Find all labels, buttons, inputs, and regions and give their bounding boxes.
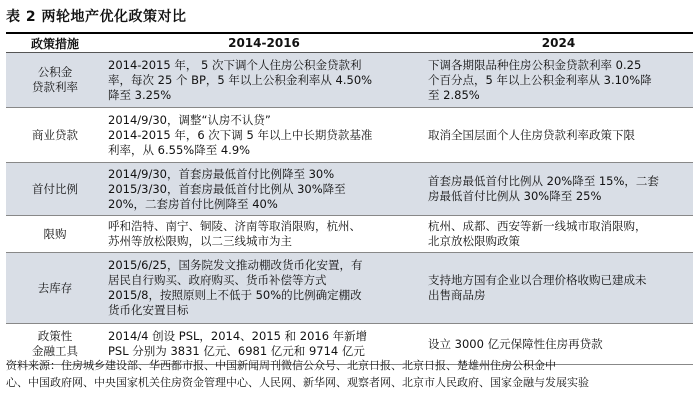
- source-line: 心、中国政府网、中央国家机关住房资金管理中心、人民网、新华网、观察者网、北京市人民政府、国家金融与发展实验: [6, 376, 589, 389]
- cell-text-line: 2014/9/30，首套房最低首付比例降至 30%: [108, 166, 335, 181]
- cell-text-line: 货币化安置目标: [108, 303, 189, 317]
- cell-text-line: 支持地方国有企业以合理价格收购已建成未: [428, 273, 647, 287]
- table-header-row: [6, 34, 693, 53]
- cell-text-line: 北京放松限购政策: [428, 234, 520, 248]
- policy-2024-cell: [424, 253, 693, 324]
- policy-2014-2016-cell: [104, 253, 424, 324]
- table-body: [6, 53, 693, 365]
- policy-category-cell: [6, 53, 104, 108]
- cell-text-line: 个百分点，5 年以上公积金利率从 3.10%降: [428, 72, 652, 87]
- cell-text-line: 去库存: [37, 280, 73, 295]
- cell-text-line: 2014/4 创设 PSL，2014、2015 和 2016 年新增: [108, 329, 368, 343]
- cell-text-line: 取消全国层面个人住房贷款利率政策下限: [428, 127, 635, 142]
- policy-comparison-table: [6, 34, 693, 365]
- cell-text-line: 下调各期限品种住房公积金贷款利率 0.25: [428, 57, 642, 72]
- policy-2024-cell: [424, 163, 693, 216]
- cell-text-line: 2015/3/30，首套房最低首付比例从 30%降至: [108, 181, 346, 196]
- cell-text-line: 贷款利率: [32, 80, 78, 94]
- cell-text-line: 20%，二套房首付比例降至 40%: [108, 196, 278, 211]
- cell-text-line: 房最低首付比例从 30%降至 25%: [428, 189, 602, 203]
- table-row: [6, 53, 693, 108]
- table-row: [6, 163, 693, 216]
- cell-text-line: 首付比例: [32, 181, 78, 196]
- cell-text-line: 杭州、成都、西安等新一线城市取消限购，: [428, 219, 647, 233]
- policy-category-cell: [6, 253, 104, 324]
- policy-category-cell: [6, 163, 104, 216]
- cell-text-line: 设立 3000 亿元保障性住房再贷款: [428, 336, 603, 351]
- table-title: 表 2 两轮地产优化政策对比: [6, 9, 187, 25]
- policy-2024-cell: [424, 216, 693, 253]
- table-row: [6, 253, 693, 324]
- header-2024: 2024: [424, 34, 693, 53]
- table-row: [6, 108, 693, 163]
- cell-text-line: 出售商品房: [428, 288, 486, 302]
- policy-category-cell: [6, 216, 104, 253]
- policy-2014-2016-cell: [104, 108, 424, 163]
- cell-text-line: 2015/6/25，国务院发文推动棚改货币化安置，有: [108, 258, 363, 272]
- cell-text-line: 政策性: [37, 329, 73, 343]
- policy-2024-cell: [424, 108, 693, 163]
- cell-text-line: 利率，从 6.55%降至 4.9%: [108, 142, 251, 157]
- source-line: 资料来源：住房城乡建设部、华西都市报、中国新闻周刊微信公众号、北京日报、北京日报、楚雄州住房公积金中: [6, 359, 556, 372]
- table-row: [6, 216, 693, 253]
- cell-text-line: 居民自行购买、政府购买、货币补偿等方式: [108, 273, 327, 287]
- header-2014-2016: 2014-2016: [104, 34, 424, 53]
- cell-text-line: 2014-2015 年，6 次下调 5 年以上中长期贷款基准: [108, 127, 373, 142]
- cell-text-line: 首套房最低首付比例从 20%降至 15%，二套: [428, 174, 659, 188]
- cell-text-line: 2014-2015 年， 5 次下调个人住房公积金贷款利: [108, 57, 362, 72]
- cell-text-line: 降至 3.25%: [108, 87, 172, 102]
- cell-text-line: 金融工具: [32, 344, 78, 358]
- cell-text-line: 限购: [43, 226, 67, 241]
- header-policy-measures: 政策措施: [6, 34, 104, 53]
- policy-2024-cell: [424, 53, 693, 108]
- cell-text-line: 商业贷款: [32, 127, 78, 142]
- cell-text-line: 率，每次 25 个 BP，5 年以上公积金利率从 4.50%: [108, 72, 373, 87]
- cell-text-line: 2015/8，按照原则上不低于 50%的比例确定棚改: [108, 288, 362, 302]
- cell-text-line: 苏州等放松限购，以二三线城市为主: [108, 234, 292, 248]
- cell-text-line: 至 2.85%: [428, 87, 480, 102]
- source-note: [6, 357, 696, 391]
- policy-category-cell: [6, 108, 104, 163]
- policy-2014-2016-cell: [104, 163, 424, 216]
- cell-text-line: 呼和浩特、南宁、铜陵、济南等取消限购，杭州、: [108, 219, 361, 233]
- policy-2014-2016-cell: [104, 216, 424, 253]
- cell-text-line: 公积金: [37, 65, 73, 79]
- cell-text-line: 2014/9/30，调整“认房不认贷”: [108, 112, 271, 127]
- policy-2014-2016-cell: [104, 53, 424, 108]
- cell-text-line: PSL 分别为 3831 亿元、6981 亿元和 9714 亿元: [108, 344, 365, 358]
